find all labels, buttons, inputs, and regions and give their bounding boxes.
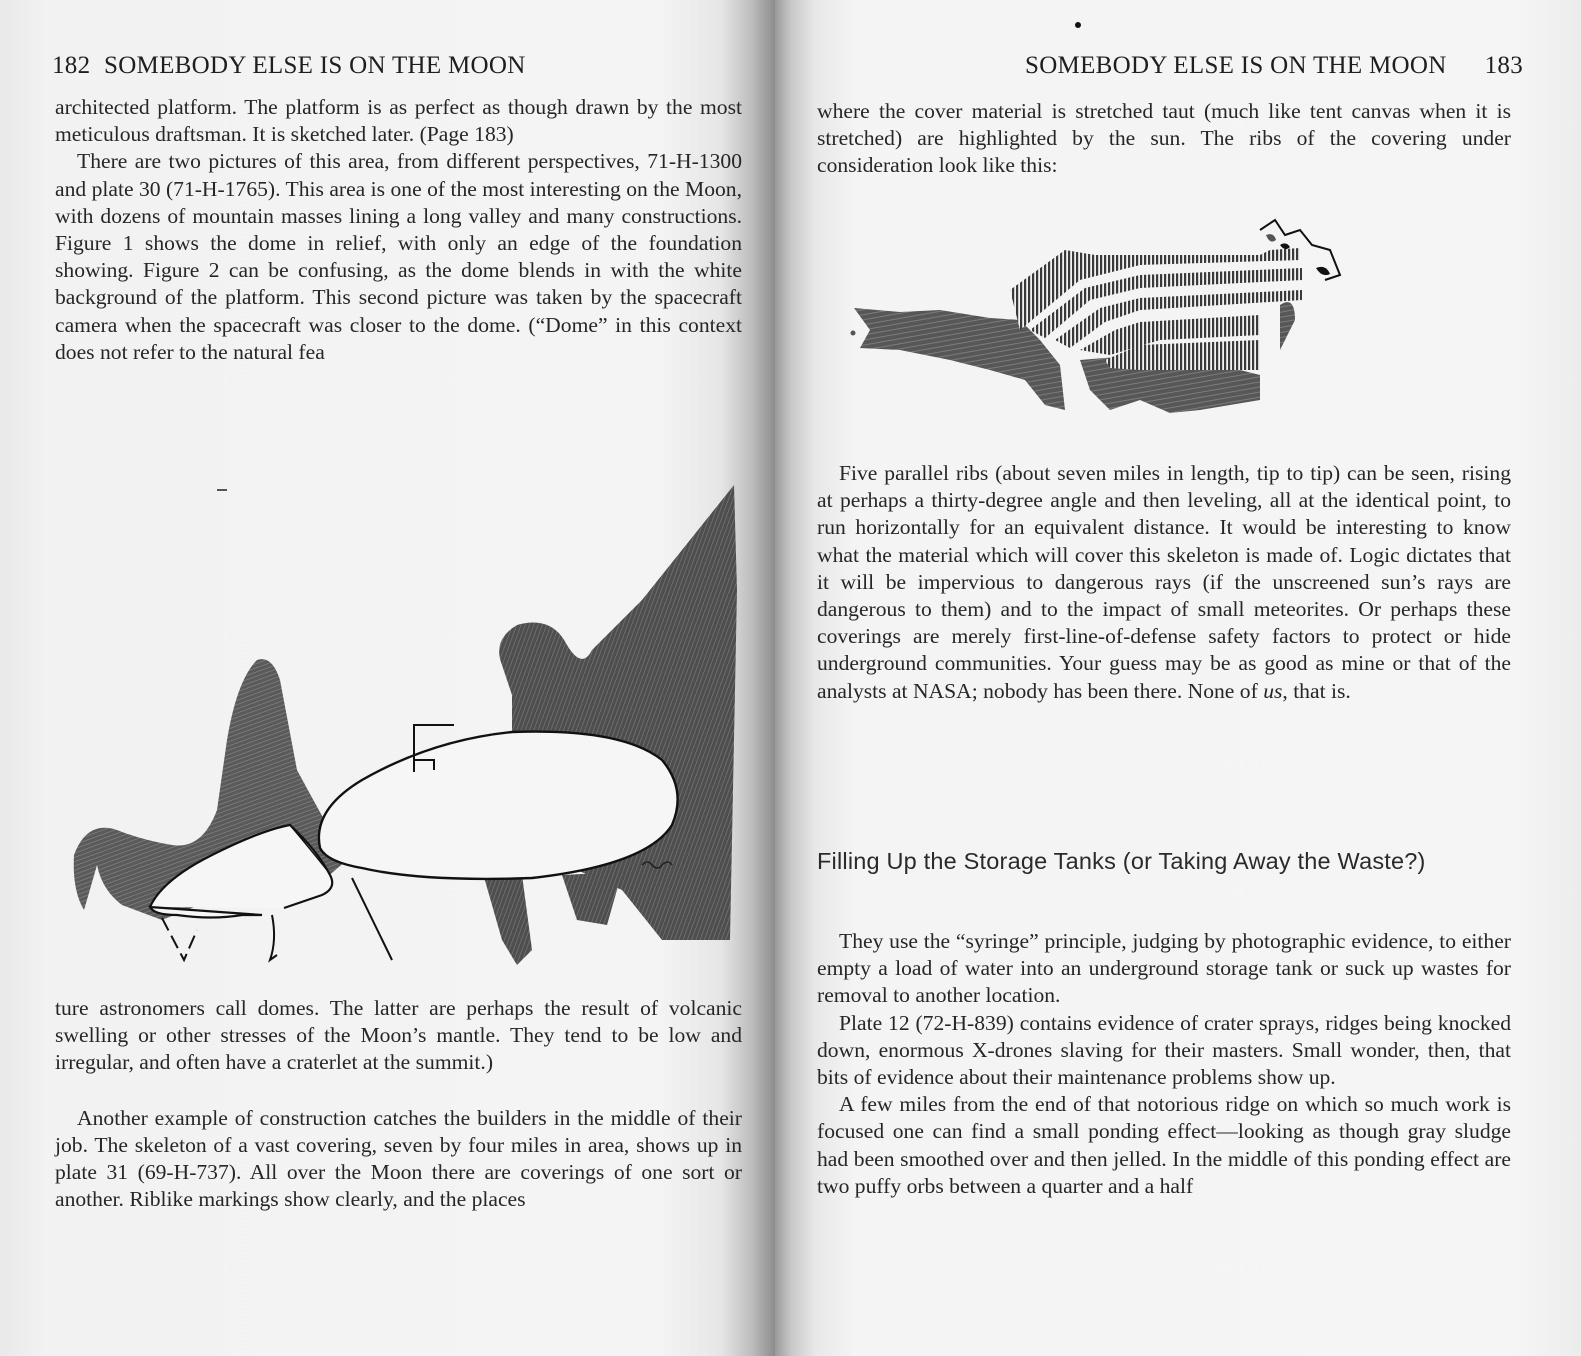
right-text-bottom (817, 928, 1511, 1200)
emphasis: us (1263, 678, 1283, 703)
paragraph: architected platform. The platform is as perfect as though drawn by the most meticulous draftsman. It is sketched later. (Page 183) (55, 95, 742, 147)
paragraph (817, 460, 1511, 705)
paragraph: A few miles from the end of that notorious ridge on which so much work is focused one can find a small ponding effect—looking as though gray sludge had been smoothed over and then jelled. In the middle of this ponding effect are two puffy orbs between a quarter and a half (817, 1092, 1511, 1198)
large-dome (319, 732, 678, 879)
running-head-right (1025, 52, 1523, 80)
print-speck (1075, 22, 1081, 28)
paragraph: Plate 12 (72-H-839) contains evidence of crater sprays, ridges being knocked down, enormous X-drones slaving for their masters. Small wonder, then, that bits of evidence about their maintenance problems show up. (817, 1010, 1511, 1090)
right-text-middle (817, 460, 1511, 705)
running-head-left (52, 52, 742, 80)
dome-sketch-figure (62, 470, 762, 970)
paragraph-text: , that is. (1282, 678, 1351, 703)
dome-base-shadow-2 (562, 872, 622, 925)
foundation-line (352, 878, 392, 960)
paragraph: ture astronomers call domes. The latter are perhaps the result of volcanic swelling or other stresses of the Moon’s mantle. They tend to be low and irregular, and often have a craterlet at the summit.) (55, 996, 742, 1075)
left-text-bottom (55, 995, 742, 1213)
page-number-left: 182 (52, 52, 91, 79)
paragraph: They use the “syringe” principle, judging by photographic evidence, to either empty a load of water into an underground storage tank or suck up wastes for removal to another location. (817, 929, 1511, 1008)
dome-base-shadow (482, 870, 532, 965)
paragraph: There are two pictures of this area, from different perspectives, 71-H-1300 and plate 30 (71-H-1765). This area is one of the most interesting on the Moon, with dozens of mountain masses lining a long valley and many constructions. Figure 1 shows the dome in relief, with only an edge of the foundation showing. Figure 2 can be confusing, as the dome blends in with the white background of the platform. This second picture was taken by the spacecraft camera when the spacecraft was closer to the dome. (“Dome” in this context does not refer to the natural fea (55, 149, 742, 364)
ribs (1010, 248, 1302, 370)
left-page (0, 0, 775, 1356)
paragraph: where the cover material is stretched taut (much like tent canvas when it is stretched) are highlighted by the sun. The ribs of the covering under consideration look like this: (817, 99, 1511, 178)
section-heading: Filling Up the Storage Tanks (or Taking Away the Waste?) (817, 848, 1426, 874)
running-head-title-left: SOMEBODY ELSE IS ON THE MOON (104, 52, 526, 79)
paragraph-text: Five parallel ribs (about seven miles in length, tip to tip) can be seen, rising at perhaps a thirty-degree angle and then leveling, all at the identical point, to run horizontally for an equivalent distance. It would be interesting to know what the material which will cover this skeleton is made of. Logic dictates that it will be impervious to dangerous rays (if the unscreened sun’s rays are dangerous to them) and to the impact of small meteorites. Or perhaps these coverings are merely first-line-of-defense safety factors to protect or hide underground communities. Your guess may be as good as mine or that of the analysts at NASA; nobody has been there. None of (817, 461, 1511, 703)
dome-strut (162, 918, 197, 960)
page-number-right: 183 (1484, 52, 1523, 79)
running-head-title-right: SOMEBODY ELSE IS ON THE MOON (1024, 52, 1447, 79)
left-text-top (55, 94, 742, 366)
dome-strut (270, 915, 277, 960)
paragraph: Another example of construction catches the builders in the middle of their job. The skeleton of a vast covering, seven by four miles in area, shows up in plate 31 (69-H-737). All over the Moon there are coverings of one sort or another. Riblike markings show clearly, and the places (55, 1105, 742, 1212)
terrain (854, 308, 1065, 410)
right-text-top (817, 98, 1511, 180)
ribbed-covering-figure (840, 200, 1520, 440)
